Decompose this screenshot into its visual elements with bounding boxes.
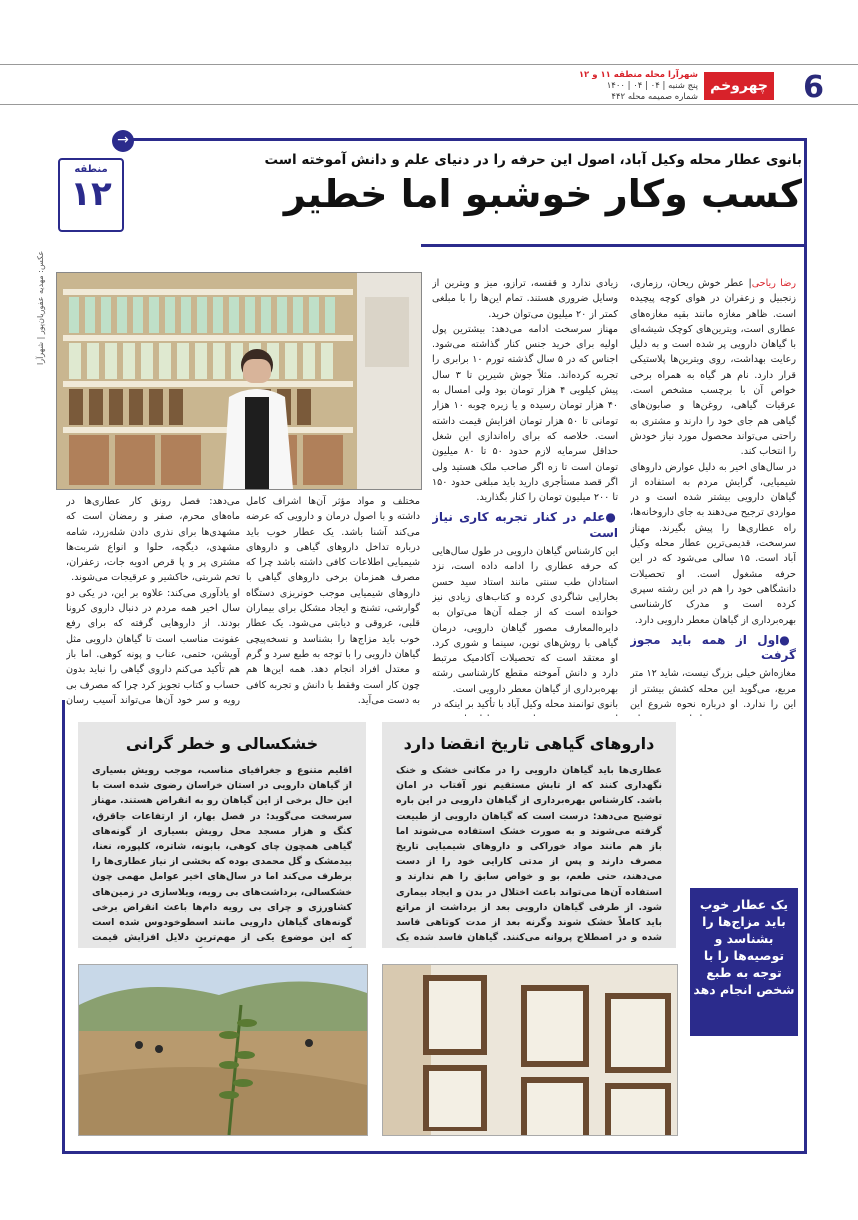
box-title: داروهای گیاهی تاریخ انقضا دارد	[403, 734, 655, 753]
article-title: کسب وکار خوشبو اما خطیر	[283, 172, 802, 216]
box-body: عطاری‌ها باید گیاهان دارویی را در مکانی خشک و خنک نگهداری کنند که از تابش مستقیم نور آفتاب در امان باشد. کارشناس بهره‌برداری از گیاهان دارویی در این باره توضیح می‌دهد: درست است که گیاهان دارویی از طبیعت گرفته می‌شوند و به صورت خشک استفاده می‌شوند اما باز هم مانند مواد خوراکی و داروهای شیمیایی تاریخ مصرف دارند و پس از مدتی کارایی خود را از دست می‌دهند، حتی طعم، بو و خواص سابق را هم ندارند و استفاده آن‌ها می‌تواند باعث اختلال در بدن و ایجاد بیماری شود. از طرفی گیاهان دارویی بعد از برداشت از مراتع باید کاملاً خشک شوند وگرنه بعد از مدت کوتاهی فاسد شده و در اصطلاح پروانه می‌کنند. گیاهان فاسد شده یک	[396, 765, 662, 944]
paragraph: مختلف و مواد مؤثر آن‌ها اشراف کامل داشته و با اصول درمان و دارویی که عرضه می‌کند آشنا باشد. یک عطار خوب باید درباره تداخل داروهای گیاهی و داروهای شیمیایی اطلاعات کافی داشته باشد چرا که مصرف همزمان برخی داروهای گیاهی با داروهای شیمیایی موجب خونریزی دستگاه گوارشی، تشنج و ایجاد مشکل برای بیماران قلبی، عروقی و دیابتی می‌شود. یک عطار خوب باید مزاج‌ها را بشناسد و نسخه‌پیچی گیاهان دارویی را با توجه به طبع سرد و گرم و معتدل افراد انجام دهد. همه این‌ها هم چون کار است وفقط با دانش و تجربه کافی به دست می‌آید.	[246, 496, 420, 706]
box-body: اقلیم متنوع و جغرافیای مناسب، موجب رویش بسیاری از گیاهان دارویی در استان خراسان رضوی شده است با این حال برخی از این گیاهان رو به انقراض هستند. مهناز سرسخت می‌گوید: در فصل بهار، از ارتفاعات جاقرق، کنگ و هزار مسجد محل رویش بسیاری از گونه‌های گیاهی همچون چای کوهی، بابونه، شاتره، کلپوره، نعنا، بیدمشک و گل محمدی بوده که بخشی از نیاز عطاری‌ها را برطرف می‌کند اما در سال‌های اخیر عوامل مهمی چون خشکسالی، برداشت‌های بی رویه، ویلاسازی در زمین‌های کشاورزی و چرای بی رویه دام‌ها باعث انقراض برخی گونه‌های گیاهان دارویی مانند اسطوخودوس شده است که این موضوع یکی از مهم‌ترین دلایل افزایش قیمت	[92, 765, 352, 944]
issue-info	[579, 70, 698, 103]
article-column-4	[66, 494, 240, 708]
frame-left	[62, 700, 65, 1154]
paragraph: مغازه‌اش خیلی بزرگ نیست، شاید ۱۲ متر مربع، می‌گوید این محله کشش بیشتر از این را ندارد. او درباره نحوه شروع این	[630, 668, 796, 711]
frame-top	[132, 138, 804, 141]
paragraph: زیادی ندارد و قفسه، ترازو، میز و ویترین از وسایل ضروری هستند. تمام این‌ها را با مبلغی کمتر از ۲۰ میلیون می‌توان خرید.	[432, 278, 618, 320]
brand-logo: چهروخم	[704, 72, 774, 100]
pull-quote: یک عطار خوب باید مزاج‌ها را بشناسد و توصیه‌ها را با توجه به طبع شخص انجام دهد	[690, 888, 798, 1036]
supplement-name: شهرآرا محله منطقه ۱۱ و ۱۲	[578, 70, 698, 80]
pharmacy-photo	[56, 272, 422, 490]
byline: رضا ریاحی	[751, 278, 796, 289]
sidebar-box-expiry	[382, 722, 676, 948]
herb-field-photo	[78, 964, 368, 1136]
box-title: خشکسالی و خطر گرانی	[125, 734, 319, 753]
paragraph: این کارشناس گیاهان دارویی در طول سال‌هایی که حرفه عطاری را ادامه داده است، نزد استادان طب سنتی مانند استاد سید حسن بخارایی شاگردی کرده و کتاب‌های زیادی نیز خوانده است که از جمله آن‌ها می‌توان به دایره‌المعارف مصور گیاهان دارویی، درمان گیاهی با روش‌های نوین، سینما و شوری کرد. او معتقد است که تحصیلات آکادمیک مرتبط دارد و دانش آموخته مقطع کارشناسی رشته بهره‌برداری از گیاهان معطر دارویی است.	[432, 546, 618, 695]
article-column-2	[432, 276, 618, 716]
paragraph: می‌دهد: فصل رونق کار عطاری‌ها در ماه‌های محرم، صفر و رمضان است که مشهدی‌ها برای نذری دادن شله‌زرد، شامه مشهدی، دیگچه، حلوا و انواع شربت‌ها مشتری پر و پا قرص ادویه جات، زعفران، تخم شربتی، خاکشیر و عرقیجات می‌شوند.	[66, 496, 240, 584]
photo-credit: عکس: مهدیه عفوریان‌پور | شهرآرا	[36, 250, 45, 365]
issue-number: شماره صمیمه محله ۴۴۲	[611, 92, 698, 102]
frame-bottom	[62, 1151, 807, 1154]
paragraph: او یادآوری می‌کند: علاوه بر این، در یکی دو سال اخیر همه مردم در دنبال داروی کرونا بودند. از داروهایی گرفته که برای رفع عفونت مناسب است تا گیاهان دارویی مثل آویشن، حتمی، عناب و پونه کوهی. اما باز هم تأکید می‌کنم داروی گیاهی را نباید بدون حساب و کتاب تجویز کرد چرا که مصرف بی رویه و سر خود آن‌ها می‌تواند آسیب رسان	[66, 587, 240, 706]
frame-inner-right	[804, 244, 807, 1154]
article-column-1	[630, 276, 796, 716]
article-column-3	[246, 494, 420, 708]
issue-date: پنج شنبه | ۰۴ | ۰۴ | ۱۴۰۰	[606, 81, 698, 91]
bullet-icon: ●	[779, 632, 796, 647]
arrow-right-icon: →	[112, 130, 134, 152]
certificates-photo	[382, 964, 678, 1136]
bullet-icon: ●	[605, 510, 618, 525]
paragraph: رضا ریاحی| عطر خوش ریحان، رزماری، زنجبیل و زعفران در هوای کوچه پیچیده است. ظاهر مغازه مانند بقیه مغازه‌های عطاری است، ویترین‌های کوچک شیشه‌ای با گیاهان دارویی پر شده است و به دلیل رعایت بهداشت، روی ویترین‌ها پلاستیکی قرار دارد. نام هر گیاه به همراه برخی خواص آن با برچسب مشخص است. عرقیات گیاهی، روغن‌ها و صابون‌های گیاهی هم جای خود را دارند و مشتری به راحتی می‌تواند محصول مورد نیاز خودش را انتخاب کند.	[630, 278, 796, 458]
section-heading: ●اول از همه باید مجوز گرفت	[630, 632, 796, 663]
section-heading: ●علم در کنار تجربه کاری نیاز است	[432, 510, 618, 540]
region-number: ۱۲	[70, 174, 112, 214]
paragraph: مهناز سرسخت ادامه می‌دهد: بیشترین پول اولیه برای خرید جنس کنار گذاشته می‌شود. اجناس که در ۵ سال گذشته تورم ۱۰ برابری را تجربه کرده‌اند. مثلاً جوش شیرین تا ۳ سال پیش کیلویی ۴ هزار تومان بود ولی امسال به ۴۰ هزار تومان رسیده و یا زیره چوبه ۱۰ هزار تومانی تا ۵۰ هزار تومان افزایش قیمت داشته است. خلاصه که برای راه‌اندازی این شغل حداقل سرمایه لازم حدود ۵۰ تا ۸۰ میلیون تومان است تا زه اگر صاحب ملک هستید ولی اگر قصد مستأجری دارید باید مبلغی حدود ۱۵۰ تا ۲۰۰ میلیون تومان را کنار بگذارید.	[432, 323, 618, 504]
page-number: 6	[803, 70, 824, 105]
frame-right	[804, 138, 807, 246]
region-label: منطقه	[74, 164, 108, 175]
sidebar-box-drought	[78, 722, 366, 948]
frame-inner-top	[421, 244, 807, 247]
article-subtitle: بانوی عطار محله وکیل آباد، اصول این حرفه را در دنیای علم و دانش آموخته است	[264, 152, 802, 168]
paragraph: در سال‌های اخیر به دلیل عوارض داروهای شیمیایی، گرایش مردم به استفاده از گیاهان دارویی بیشتر شده است و در مواردی ترجیح می‌دهند به جای داروخانه‌ها، راه عطاری‌ها را پیش بگیرند. مهناز سرسخت، قدیمی‌ترین عطار محله وکیل آباد است. ۱۵ سالی می‌شود که در این حرفه مشغول است. او تحصیلات دانشگاهی خود را هم در این رشته سپری کرده است و مدرک کارشناسی بهره‌برداری از گیاهان معطر دارویی دارد.	[630, 461, 796, 626]
header-bottom-rule	[0, 104, 858, 105]
header-top-rule	[0, 64, 858, 65]
paragraph: بانوی توانمند محله وکیل آباد با تأکید بر اینکه در	[432, 699, 618, 711]
region-badge	[58, 158, 124, 232]
